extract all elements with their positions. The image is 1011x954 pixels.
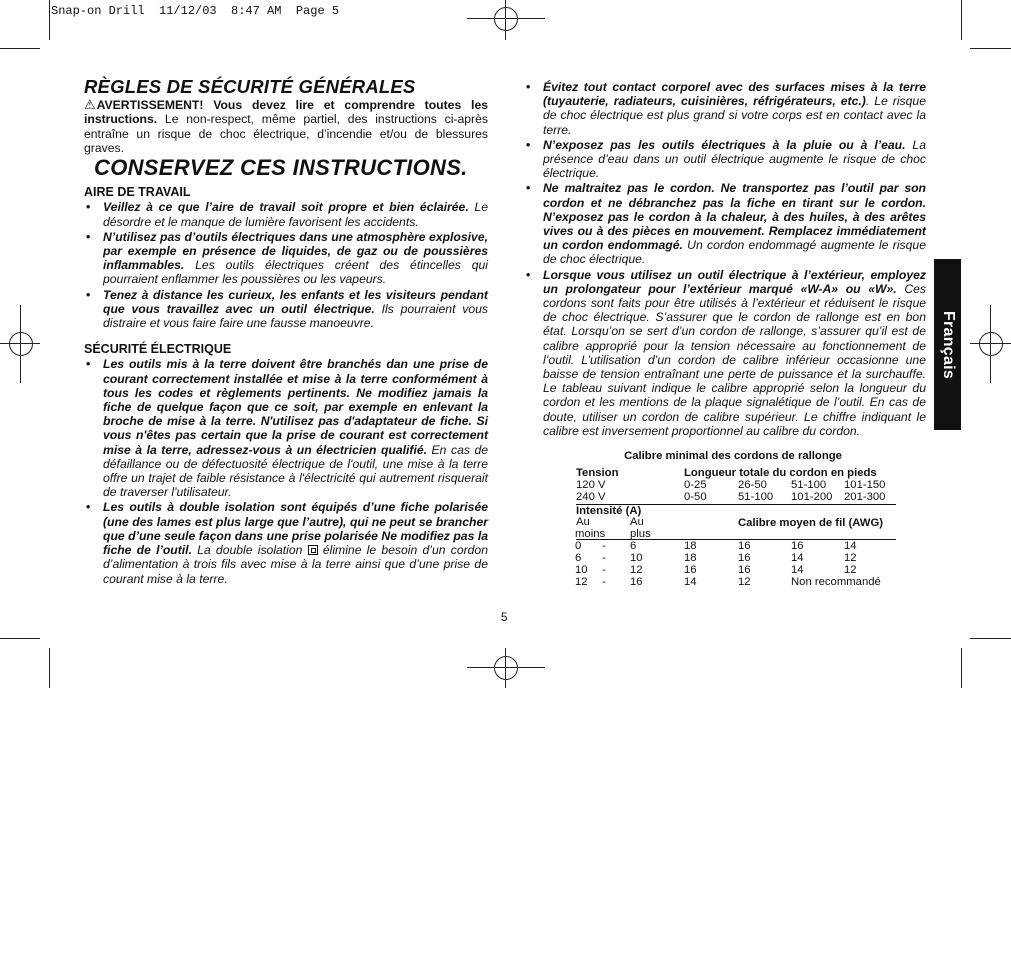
table-title: Calibre minimal des cordons de rallonge (624, 450, 842, 462)
language-tab-label: Français (939, 310, 957, 379)
table-row: moins plus (575, 528, 651, 540)
crop-mark (961, 0, 962, 40)
table-row: 0 - 6 18 16 16 14 (575, 540, 857, 552)
crop-mark (49, 0, 50, 40)
crop-mark (0, 638, 40, 639)
list-item: • N’utilisez pas d’outils électriques dans une atmosphère explosive, par exemple en présence de liquides, de gaz ou de poussières inflammables. Les outils électriques créent des étincelles qui pourraient enflammer les poussières ou les vapeurs. (86, 229, 488, 287)
crop-mark (961, 648, 962, 688)
warning-paragraph (84, 98, 488, 155)
electrical-safety-list (84, 357, 488, 585)
print-slug: Snap-on Drill 11/12/03 8:47 AM Page 5 (51, 4, 340, 18)
table-row: 12 - 16 14 12 Non recommandé (575, 576, 881, 588)
crop-mark (970, 638, 1011, 639)
crop-mark (970, 48, 1011, 49)
section-title: RÈGLES DE SÉCURITÉ GÉNÉRALES (84, 76, 416, 97)
subsection-work-area: AIRE DE TRAVAIL (84, 185, 191, 200)
list-item: • Lorsque vous utilisez un outil électrique à l’extérieur, employez un prolongateur pour l’extérieur marqué «W-A» ou «W». Ces cordons sont faits pour être utilisés à l’extérieur et réduisent le risque de choc électrique. S’assurer que le cordon de rallonge est en bon état. Lorsqu’on se sert d’un cordon de rallonge, s’assurer qu’il est de calibre approprié pour la tension nécessaire au fonctionnement de l’outil. L’utilisation d’un cordon de calibre inférieur occasionne une baisse de tension entraînant une perte de puissance et la surchauffe. Le tableau suivant indique le calibre approprié selon la longueur du cordon et les mentions de la plaque signalétique de l’outil. En cas de doute, utiliser un cordon de calibre supérieur. Le chiffre indiquant le calibre est inversement proportionnel au calibre du cordon. (526, 267, 926, 438)
extension-cord-table (576, 450, 896, 588)
list-item: • Tenez à distance les curieux, les enfants et les visiteurs pendant que vous travaillez avec un outil électrique. Ils pourraient vous distraire et vous faire faire une fausse manoeuvre. (86, 287, 488, 331)
list-item: • N’exposez pas les outils électriques à la pluie ou à l’eau. La présence d’eau dans un outil électrique augmente le risque de choc électrique. (526, 137, 926, 181)
list-item: • Les outils mis à la terre doivent être branchés dan une prise de courant correctement installée et mise à la terre conformément à tous les codes et règlements pertinents. Ne modifiez jamais la fiche de quelque façon que ce soit, par exemple en enlevant la broche de mise à la terre. N'utilisez pas d'adaptateur de fiche. Si vous n'êtes pas certain que la prise de courant est correctement mise à la terre, adressez-vous à un électricien qualifié. En cas de défaillance ou de défectuosité électrique de l'outil, une mise à la terre offre un trajet de faible résistance à l'électricité qui autrement risquerait de traverser l'utilisateur. (86, 357, 489, 500)
table-header-row: Tension Longueur totale du cordon en pieds (576, 467, 877, 479)
list-item: • Veillez à ce que l’aire de travail soit propre et bien éclairée. Le désordre et le manque de lumière favorisent les accidents. (86, 200, 488, 229)
left-column (84, 76, 489, 587)
table-header-row: Intensité (A) (576, 505, 642, 517)
crop-mark (0, 48, 40, 49)
table-row: 240 V 0-50 51-100 101-200 201-300 (576, 491, 886, 503)
language-tab (934, 259, 961, 430)
table-row: 10 - 12 16 16 14 12 (575, 564, 857, 576)
table-row: 120 V 0-25 26-50 51-100 101-150 (576, 479, 886, 491)
warning-text: Le non-respect, même partiel, des instructions ci-après entraîne un risque de choc électrique, d’incendie et/ou de blessures graves. (84, 112, 488, 155)
save-instructions-title: CONSERVEZ CES INSTRUCTIONS. (94, 155, 468, 181)
list-item: • Les outils à double isolation sont équipés d’une fiche polarisée (une des lames est plus large que l’autre), qui ne peut se brancher que d’une seule façon dans une prise polarisée Ne modifiez pas la fiche de l’outil. La double isolation élimine le besoin d’un cordon d’alimentation à trois fils avec mise à la terre ainsi que d’une prise de courant mise à la terre. (86, 500, 488, 586)
table-row: 6 - 10 18 16 14 12 (575, 552, 857, 564)
subsection-electrical-safety: SÉCURITÉ ÉLECTRIQUE (84, 342, 232, 357)
warning-bold: AVERTISSEMENT! Vous devez lire et comprendre toutes les instructions. (84, 98, 488, 127)
list-item: • Ne maltraitez pas le cordon. Ne transportez pas l’outil par son cordon et ne débranchez pas la fiche en tirant sur le cordon. N’exposez pas le cordon à la chaleur, à des huiles, à des arêtes vives ou à des pièces en mouvement. Remplacez immédiatement un cordon endommagé. Un cordon endommagé augmente le risque de choc électrique. (526, 181, 926, 267)
crop-mark (49, 648, 50, 688)
right-column (524, 80, 926, 439)
warning-icon: ⚠ (84, 97, 96, 113)
table-row: Au Au Calibre moyen de fil (AWG) (576, 516, 883, 529)
electrical-safety-list-continued (524, 80, 926, 438)
page-number: 5 (501, 612, 508, 624)
list-item: • Évitez tout contact corporel avec des surfaces mises à la terre (tuyauterie, radiateurs, cuisinières, réfrigérateurs, etc.). Le risque de choc électrique est plus grand si votre corps est en contact avec la terre. (526, 80, 926, 137)
work-area-list (84, 200, 488, 330)
double-insulation-icon (308, 545, 318, 555)
